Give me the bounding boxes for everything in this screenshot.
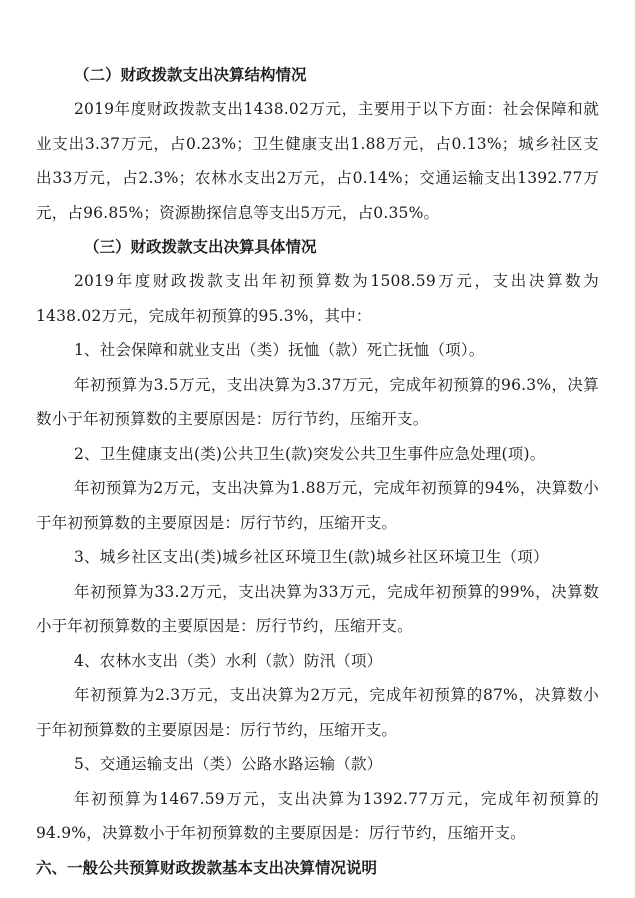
- item-1-paragraph: 年初预算为3.5万元，支出决算为3.37万元，完成年初预算的96.3%，决算数小于年初预算数的主要原因是：厉行节约，压缩开支。: [36, 375, 599, 428]
- item-3-paragraph: 年初预算为33.2万元，支出决算为33万元，完成年初预算的99%，决算数小于年初预算数的主要原因是：厉行节约，压缩开支。: [36, 582, 599, 635]
- item-5-paragraph: 年初预算为1467.59万元，支出决算为1392.77万元，完成年初预算的94.9%，决算数小于年初预算数的主要原因是：厉行节约，压缩开支。: [36, 789, 599, 842]
- section-3-paragraph: 2019年度财政拨款支出年初预算数为1508.59万元，支出决算数为1438.02万元，完成年初预算的95.3%，其中：: [36, 272, 599, 325]
- item-2-paragraph: 年初预算为2万元，支出决算为1.88万元，完成年初预算的94%，决算数小于年初预算数的主要原因是：厉行节约，压缩开支。: [36, 479, 599, 532]
- item-2-title: 2、卫生健康支出(类)公共卫生(款)突发公共卫生事件应急处理(项)。: [74, 444, 546, 463]
- item-1-title: 1、社会保障和就业支出（类）抚恤（款）死亡抚恤（项）。: [74, 341, 485, 359]
- section-6-heading: 六、一般公共预算财政拨款基本支出决算情况说明: [36, 858, 378, 877]
- item-5-title: 5、交通运输支出（类）公路水路运输（款）: [74, 755, 383, 773]
- section-2-heading: （二）财政拨款支出决算结构情况: [74, 66, 307, 84]
- item-3-title: 3、城乡社区支出(类)城乡社区环境卫生(款)城乡社区环境卫生（项）: [74, 548, 549, 566]
- item-4-paragraph: 年初预算为2.3万元，支出决算为2万元，完成年初预算的87%，决算数小于年初预算数的主要原因是：厉行节约，压缩开支。: [36, 686, 599, 739]
- section-2-paragraph: 2019年度财政拨款支出1438.02万元，主要用于以下方面：社会保障和就业支出3.37万元，占0.23%；卫生健康支出1.88万元，占0.13%；城乡社区支出33万元，占2.3%；农林水支出2万元，占0.14%；交通运输支出1392.77万元，占96.85%；资源勘探信息等支出5万元，占0.35%。: [36, 100, 599, 222]
- item-4-title: 4、农林水支出（类）水利（款）防汛（项）: [74, 651, 383, 670]
- section-3-heading: （三）财政拨款支出决算具体情况: [84, 238, 317, 256]
